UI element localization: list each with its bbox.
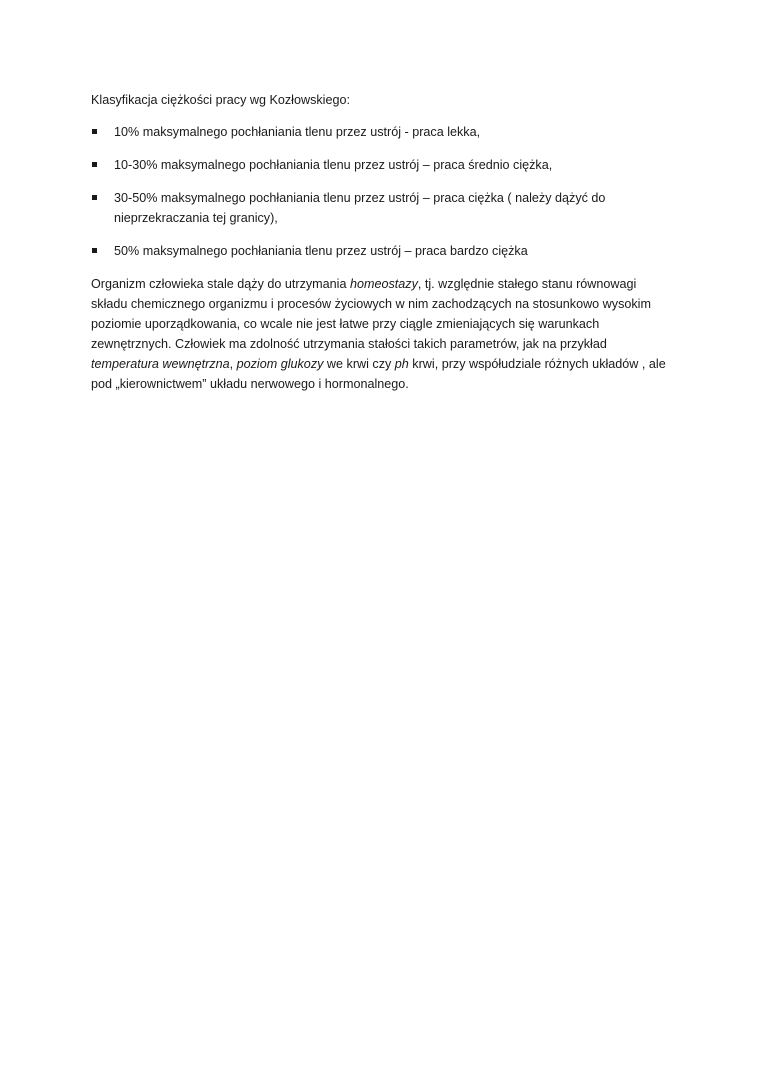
document-content xyxy=(91,90,671,394)
paragraph-text: , tj. względnie stałego stanu równowagi składu chemicznego organizmu i procesów życiowych w nim zachodzących na stosunkowo wysokim poziomie uporządkowania, co wcale nie jest łatwe przy ciągle zmieniających się warunkach zewnętrznych. Człowiek ma zdolność utrzymania stałości takich parametrów, jak na przykład xyxy=(91,277,651,351)
square-bullet-icon xyxy=(92,248,97,253)
paragraph-text: , xyxy=(229,357,237,371)
square-bullet-icon xyxy=(92,129,97,134)
term-glukoza: poziom glukozy xyxy=(236,357,324,371)
list-item-text: 10-30% maksymalnego pochłaniania tlenu przez ustrój – praca średnio ciężka, xyxy=(114,158,553,172)
list-item-text: 10% maksymalnego pochłaniania tlenu przez ustrój - praca lekka, xyxy=(114,125,481,139)
bullet-list xyxy=(91,122,671,261)
list-item xyxy=(91,155,671,175)
paragraph-text: krwi, przy współudziale różnych układów , ale pod „kierownictwem” układu nerwowego i hormonalnego. xyxy=(91,357,666,391)
square-bullet-icon xyxy=(92,162,97,167)
body-paragraph xyxy=(91,274,671,394)
square-bullet-icon xyxy=(92,195,97,200)
term-temperatura: temperatura wewnętrzna xyxy=(91,357,230,371)
list-item xyxy=(91,122,671,142)
paragraph-text: we krwi czy xyxy=(323,357,395,371)
term-ph: ph xyxy=(394,357,409,371)
paragraph-text: Organizm człowieka stale dąży do utrzymania xyxy=(91,277,350,291)
term-homeostazy: homeostazy xyxy=(349,277,418,291)
list-item xyxy=(91,188,671,228)
list-item-text: 50% maksymalnego pochłaniania tlenu przez ustrój – praca bardzo ciężka xyxy=(114,244,528,258)
list-item xyxy=(91,241,671,261)
list-item-text: 30-50% maksymalnego pochłaniania tlenu przez ustrój – praca ciężka ( należy dążyć do nieprzekraczania tej granicy), xyxy=(114,191,606,225)
section-heading: Klasyfikacja ciężkości pracy wg Kozłowskiego: xyxy=(91,93,350,107)
